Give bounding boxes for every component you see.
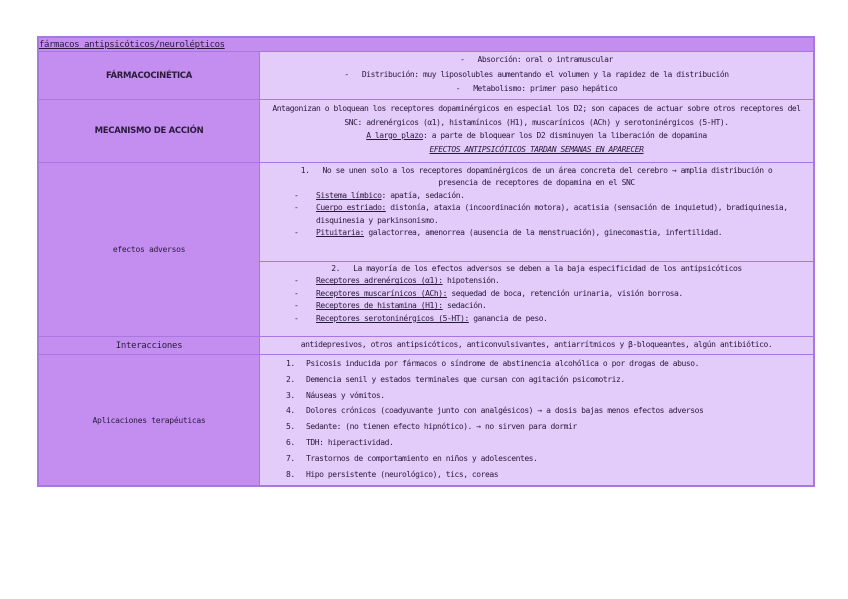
aplicaciones-item: 8. Hipo persistente (neurológico), tics, coreas xyxy=(286,469,499,479)
efectos-p2-item: - Receptores de histamina (H1): sedación. xyxy=(294,301,487,311)
efectos-p1-item: - Sistema límbico: apatía, sedación. xyxy=(294,190,465,200)
row-aplicaciones xyxy=(39,354,813,485)
efectos-part1 xyxy=(260,163,813,261)
label-efectos: efectos adversos xyxy=(39,163,260,336)
mecanismo-line1: Antagonizan o bloquean los receptores dopaminérgicos en especial los D2; son capaces de actuar sobre otros receptores del SNC: adrenérgicos (α1), histamínicos (H1), muscarínicos (ACh) y serotoninérgicos (5-HT). xyxy=(272,104,801,127)
aplicaciones-item: 7. Trastornos de comportamiento en niños y adolescentes. xyxy=(286,453,538,463)
aplicaciones-item: 2. Demencia senil y estados terminales que cursan con agitación psicomotriz. xyxy=(286,374,625,384)
mecanismo-line3: EFECTOS ANTIPSICÓTICOS TARDAN SEMANAS EN APARECER xyxy=(429,144,644,154)
label-aplicaciones: Aplicaciones terapéuticas xyxy=(39,355,260,485)
efectos-p2-item: - Receptores adrenérgicos (α1): hipotensión. xyxy=(294,276,500,286)
farmacocinetica-line: - Distribución: muy liposolubles aumentando el volumen y la rapidez de la distribución xyxy=(344,69,729,79)
aplicaciones-item: 1. Psicosis inducida por fármacos o síndrome de abstinencia alcohólica o por drogas de abuso. xyxy=(286,359,699,368)
label-farmacocinetica: FÁRMACOCINÉTICA xyxy=(39,52,260,99)
interacciones-content: antidepresivos, otros antipsicóticos, anticonvulsivantes, antiarrítmicos y β-bloqueantes, algún antibiótico. xyxy=(260,337,813,354)
row-interacciones xyxy=(39,336,813,354)
row-efectos xyxy=(39,162,813,336)
efectos-p1: 1. No se unen solo a los receptores dopaminérgicos de un área concreta del cerebro → amplia distribución o presencia de receptores de dopamina en el SNC xyxy=(300,166,773,188)
efectos-p2-item: - Receptores muscarínicos (ACh): sequedad de boca, retención urinaria, visión borrosa. xyxy=(294,288,683,298)
row-farmacocinetica xyxy=(39,51,813,99)
efectos-p1-item: - Pituitaria: galactorrea, amenorrea (ausencia de la menstruación), ginecomastia, infertilidad. xyxy=(294,228,723,238)
table-title: fármacos antipsicóticos/neurolépticos xyxy=(39,38,813,51)
drug-table xyxy=(37,36,815,487)
efectos-p2: 2. La mayoría de los efectos adversos se deben a la baja especificidad de los antipsicóticos xyxy=(331,264,742,273)
aplicaciones-item: 4. Dolores crónicos (coadyuvante junto con analgésicos) → a dosis bajas menos efectos adversos xyxy=(286,406,704,416)
farmacocinetica-content xyxy=(260,52,813,99)
mecanismo-line2: A largo plazo: a parte de bloquear los D2 disminuyen la liberación de dopamina xyxy=(366,131,707,140)
label-mecanismo: MECANISMO DE ACCIÓN xyxy=(39,100,260,162)
label-interacciones: Interacciones xyxy=(39,337,260,354)
aplicaciones-content xyxy=(260,355,813,485)
efectos-p2-item: - Receptores serotoninérgicos (5-HT): ganancia de peso. xyxy=(294,313,548,323)
mecanismo-content xyxy=(260,100,813,162)
efectos-part2 xyxy=(260,261,813,336)
farmacocinetica-line: - Absorción: oral o intramuscular xyxy=(460,55,613,64)
aplicaciones-item: 3. Náuseas y vómitos. xyxy=(286,390,385,400)
row-mecanismo xyxy=(39,99,813,162)
aplicaciones-item: 5. Sedante: (no tienen efecto hipnótico). → no sirven para dormir xyxy=(286,422,577,432)
farmacocinetica-line: - Metabolismo: primer paso hepático xyxy=(455,84,618,93)
efectos-content xyxy=(260,163,813,336)
aplicaciones-item: 6. TDH: hiperactividad. xyxy=(286,437,394,447)
efectos-p1-item: - Cuerpo estriado: distonía, ataxia (incoordinación motora), acatisia (sensación de inquietud), bradiquinesia, disquinesia y parkinsonismo. xyxy=(294,203,788,225)
